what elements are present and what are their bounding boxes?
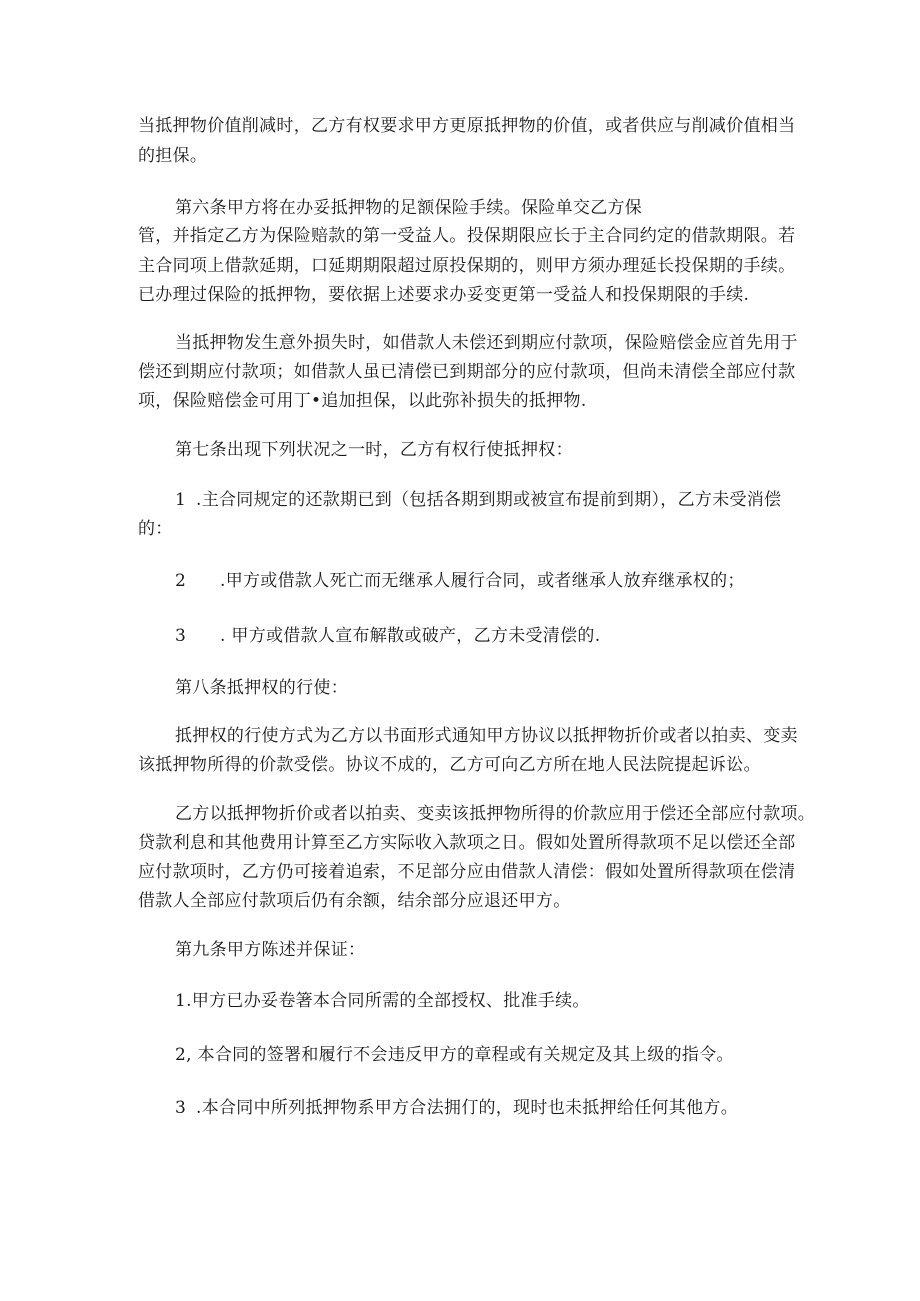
paragraph-line: 当抵押物发生意外损失时，如借款人未偿还到期应付款项，保险赔偿金应首先用于 bbox=[175, 333, 798, 353]
paragraph-line: 的担保。 bbox=[138, 146, 208, 166]
article-6-heading: 第六条甲方将在办妥抵押物的足额保险手续。保险单交乙方保 bbox=[175, 198, 643, 218]
article-7-heading: 第七条出现下列状况之一时，乙方有权行使抵押权： bbox=[175, 440, 573, 460]
paragraph-line: 当抵押物价值削减时，乙方有权要求甲方更原抵押物的价值，或者供应与削减价值相当 bbox=[138, 116, 796, 136]
list-item-number: 1 bbox=[175, 490, 187, 510]
paragraph-line: 乙方以抵押物折价或者以拍卖、变卖该抵押物所得的价款应用于偿还全部应付款项。 bbox=[175, 804, 816, 824]
list-item-text: .甲方或借款人死亡而无继承人履行合同，或者继承人放弃继承权的； bbox=[220, 571, 745, 591]
list-item-text: 1.甲方已办妥卷箸本合同所需的全部授权、批准手续。 bbox=[175, 991, 590, 1011]
paragraph-line: 该抵押物所得的价款受偿。协议不成的，乙方可向乙方所在地人民法院提起诉讼。 bbox=[138, 755, 761, 775]
paragraph-line: 应付款项时，乙方仍可接着追索，不足部分应由借款人清偿：假如处置所得款项在偿清 bbox=[138, 862, 796, 882]
paragraph-line: 主合同项上借款延期，口延期期限超过原投保期的，则甲方须办理延长投保期的手续。 bbox=[138, 256, 796, 276]
list-item-number: 3 bbox=[175, 626, 187, 646]
list-item-text: .主合同规定的还款期已到（包括各期到期或被宣布提前到期），乙方未受消偿 bbox=[196, 490, 782, 510]
paragraph-line: 贷款利息和其他费用计算至乙方实际收入款项之日。假如处置所得款项不足以偿还全部 bbox=[138, 833, 796, 853]
list-item-text: 2, 本合同的签署和履行不会违反甲方的章程或有关规定及其上级的指令。 bbox=[175, 1045, 734, 1065]
list-item-text: 的： bbox=[138, 519, 173, 539]
list-item-number: 2 bbox=[175, 571, 187, 591]
paragraph-line: 管，并指定乙方为保险赔款的第一受益人。投保期限应长于主合同约定的借款期限。若 bbox=[138, 226, 796, 246]
paragraph-line: 项，保险赔偿金可用丁•追加担保，以此弥补损失的抵押物. bbox=[138, 391, 587, 411]
paragraph-line: 借款人全部应付款项后仍有余额，结余部分应退还甲方。 bbox=[138, 891, 571, 911]
list-item-text: . 甲方或借款人宣布解散或破产，乙方未受清偿的. bbox=[220, 626, 601, 646]
paragraph-line: 抵押权的行使方式为乙方以书面形式通知甲方协议以抵押物折价或者以拍卖、变卖 bbox=[175, 726, 798, 746]
paragraph-line: 偿还到期应付款项；如借款人虽已清偿已到期部分的应付款项，但尚未清偿全部应付款 bbox=[138, 362, 796, 382]
list-item-number: 3 bbox=[175, 1098, 187, 1118]
article-9-heading: 第九条甲方陈述并保证： bbox=[175, 940, 366, 960]
article-8-heading: 第八条抵押权的行使： bbox=[175, 678, 348, 698]
paragraph-line: 已办理过保险的抵押物，要依据上述要求办妥变更第一受益人和投保期限的手续. bbox=[138, 285, 750, 305]
list-item-text: .本合同中所列抵押物系甲方合法拥仃的，现时也未抵押给任何其他方。 bbox=[196, 1098, 739, 1118]
